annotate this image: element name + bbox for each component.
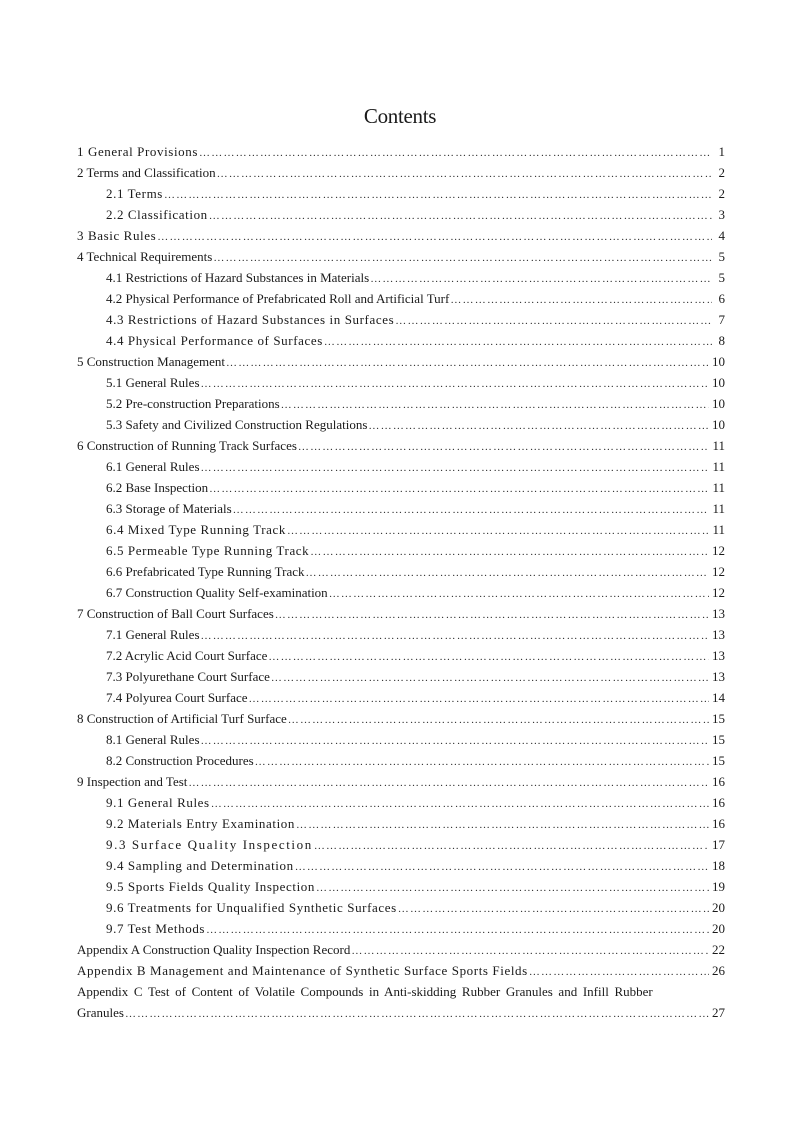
dot-leader bbox=[164, 185, 712, 204]
dot-leader bbox=[324, 332, 712, 351]
toc-entry-label: Appendix C Test of Content of Volatile Compounds in Anti-skidding Rubber Granules and Infill Rubber bbox=[77, 984, 653, 999]
toc-entry-label: 5 Construction Management bbox=[77, 354, 226, 369]
dot-leader bbox=[249, 689, 709, 708]
dot-leader bbox=[201, 731, 709, 750]
toc-entry-page: 16 bbox=[712, 816, 725, 831]
toc-entry-page: 11 bbox=[712, 522, 725, 537]
toc-entry-label: 5.3 Safety and Civilized Construction Regulations bbox=[106, 417, 368, 432]
dot-leader bbox=[233, 500, 710, 519]
toc-entry[interactable] bbox=[77, 141, 725, 162]
toc-entry-page: 15 bbox=[712, 753, 725, 768]
toc-subentry[interactable] bbox=[77, 540, 725, 561]
toc-entry-page: 16 bbox=[712, 795, 725, 810]
toc-entry-label: 6.4 Mixed Type Running Track bbox=[106, 522, 286, 537]
toc-entry-label: 6.3 Storage of Materials bbox=[106, 501, 232, 516]
toc-entry-page: 11 bbox=[712, 438, 725, 453]
toc-entry-label: 9.2 Materials Entry Examination bbox=[106, 816, 296, 831]
dot-leader bbox=[125, 1004, 709, 1023]
toc-entry-page: 2 bbox=[718, 165, 725, 180]
toc-subentry[interactable] bbox=[77, 477, 725, 498]
toc-entry-page: 11 bbox=[712, 501, 725, 516]
toc-entry-page: 13 bbox=[712, 648, 725, 663]
dot-leader bbox=[199, 143, 712, 162]
toc-entry[interactable] bbox=[77, 162, 725, 183]
toc-subentry[interactable] bbox=[77, 393, 725, 414]
page-title: Contents bbox=[363, 104, 437, 128]
toc-entry-label: 9.1 General Rules bbox=[106, 795, 210, 810]
dot-leader bbox=[295, 857, 709, 876]
toc-entry[interactable] bbox=[77, 225, 725, 246]
toc-entry-label: 9.5 Sports Fields Quality Inspection bbox=[106, 879, 316, 894]
toc-entry-label: 4.3 Restrictions of Hazard Substances in Surfaces bbox=[106, 312, 395, 327]
toc-entry-label: 5.2 Pre-construction Preparations bbox=[106, 396, 280, 411]
toc-entry-label: 1 General Provisions bbox=[77, 144, 199, 159]
dot-leader bbox=[201, 458, 710, 477]
toc-entry-label: 9.3 Surface Quality Inspection bbox=[106, 837, 313, 852]
toc-entry-page: 18 bbox=[712, 858, 725, 873]
toc-entry-page: 3 bbox=[718, 207, 725, 222]
toc-entry-page: 20 bbox=[712, 921, 725, 936]
toc-entry-label: 7 Construction of Ball Court Surfaces bbox=[77, 606, 274, 621]
toc-entry-label: 7.4 Polyurea Court Surface bbox=[106, 690, 248, 705]
toc-entry-label: 9.6 Treatments for Unqualified Synthetic Surfaces bbox=[106, 900, 397, 915]
toc-entry-page: 6 bbox=[718, 291, 725, 306]
toc-subentry[interactable] bbox=[77, 498, 725, 519]
toc-subentry[interactable] bbox=[77, 330, 725, 351]
toc-subentry[interactable] bbox=[77, 582, 725, 603]
toc-subentry[interactable] bbox=[77, 897, 725, 918]
toc-entry[interactable] bbox=[77, 708, 725, 729]
toc-subentry[interactable] bbox=[77, 309, 725, 330]
toc-entry-page: 2 bbox=[718, 186, 725, 201]
toc-entry-label: 9.4 Sampling and Determination bbox=[106, 858, 294, 873]
toc-entry[interactable] bbox=[77, 771, 725, 792]
dot-leader bbox=[281, 395, 709, 414]
toc-entry-label: 2 Terms and Classification bbox=[77, 165, 216, 180]
toc-entry-page: 17 bbox=[712, 837, 725, 852]
toc-entry-page: 8 bbox=[718, 333, 725, 348]
dot-leader bbox=[298, 437, 710, 456]
toc-subentry[interactable] bbox=[77, 792, 725, 813]
toc-entry-label: 2.1 Terms bbox=[106, 186, 163, 201]
toc-subentry[interactable] bbox=[77, 519, 725, 540]
dot-leader bbox=[255, 752, 709, 771]
toc-subentry[interactable] bbox=[77, 666, 725, 687]
toc-subentry[interactable] bbox=[77, 414, 725, 435]
dot-leader bbox=[288, 710, 709, 729]
toc-entry-page: 1 bbox=[718, 144, 725, 159]
dot-leader bbox=[370, 269, 712, 288]
dot-leader bbox=[188, 773, 709, 792]
toc-entry-label: 4.4 Physical Performance of Surfaces bbox=[106, 333, 323, 348]
toc-subentry[interactable] bbox=[77, 372, 725, 393]
toc-subentry[interactable] bbox=[77, 267, 725, 288]
toc-entry-label: 5.1 General Rules bbox=[106, 375, 200, 390]
dot-leader bbox=[395, 311, 712, 330]
dot-leader bbox=[329, 584, 709, 603]
dot-leader bbox=[213, 248, 712, 267]
toc-entry-page: 20 bbox=[712, 900, 725, 915]
toc-entry-appendix-c-line2[interactable] bbox=[77, 1002, 725, 1023]
toc-entry[interactable] bbox=[77, 246, 725, 267]
toc-entry-page: 15 bbox=[712, 732, 725, 747]
toc-entry-label: 6.2 Base Inspection bbox=[106, 480, 209, 495]
toc-entry-appendix-c-line1[interactable] bbox=[77, 981, 725, 1002]
dot-leader bbox=[211, 794, 709, 813]
toc-entry-page: 13 bbox=[712, 627, 725, 642]
toc-entry-page: 11 bbox=[712, 459, 725, 474]
dot-leader bbox=[275, 605, 709, 624]
toc-subentry[interactable] bbox=[77, 288, 725, 309]
toc-entry-label: 6.6 Prefabricated Type Running Track bbox=[106, 564, 305, 579]
toc-subentry[interactable] bbox=[77, 204, 725, 225]
toc-entry-page: 4 bbox=[718, 228, 725, 243]
toc-entry-label: 7.2 Acrylic Acid Court Surface bbox=[106, 648, 268, 663]
dot-leader bbox=[314, 836, 709, 855]
toc-subentry[interactable] bbox=[77, 876, 725, 897]
toc-entry-page: 13 bbox=[712, 606, 725, 621]
toc-entry-page: 13 bbox=[712, 669, 725, 684]
toc-entry[interactable] bbox=[77, 960, 725, 981]
toc-entry-label: 6.5 Permeable Type Running Track bbox=[106, 543, 310, 558]
dot-leader bbox=[157, 227, 712, 246]
dot-leader bbox=[296, 815, 709, 834]
toc-subentry[interactable] bbox=[77, 918, 725, 939]
toc-entry-page: 7 bbox=[718, 312, 725, 327]
toc-subentry[interactable] bbox=[77, 624, 725, 645]
toc-entry-label: 6.1 General Rules bbox=[106, 459, 200, 474]
toc-subentry[interactable] bbox=[77, 183, 725, 204]
toc-entry-page: 26 bbox=[712, 963, 725, 978]
toc-entry-page: 11 bbox=[712, 480, 725, 495]
toc-entry-page: 10 bbox=[712, 417, 725, 432]
dot-leader bbox=[226, 353, 709, 372]
dot-leader bbox=[529, 962, 709, 981]
dot-leader bbox=[201, 626, 709, 645]
table-of-contents bbox=[77, 141, 725, 1023]
toc-entry-page: 12 bbox=[712, 564, 725, 579]
dot-leader bbox=[287, 521, 710, 540]
toc-entry-label: 8 Construction of Artificial Turf Surface bbox=[77, 711, 287, 726]
dot-leader bbox=[310, 542, 709, 561]
toc-entry[interactable] bbox=[77, 435, 725, 456]
toc-entry-label: Appendix A Construction Quality Inspection Record bbox=[77, 942, 351, 957]
toc-entry[interactable] bbox=[77, 351, 725, 372]
toc-entry-page: 19 bbox=[712, 879, 725, 894]
toc-entry-page: 12 bbox=[712, 585, 725, 600]
dot-leader bbox=[306, 563, 709, 582]
toc-entry[interactable] bbox=[77, 603, 725, 624]
toc-entry[interactable] bbox=[77, 939, 725, 960]
toc-entry-label: 9 Inspection and Test bbox=[77, 774, 188, 789]
toc-subentry[interactable] bbox=[77, 834, 725, 855]
toc-entry-page: 15 bbox=[712, 711, 725, 726]
dot-leader bbox=[450, 290, 712, 309]
toc-entry-label: Granules bbox=[77, 1005, 124, 1020]
toc-entry-label: 2.2 Classification bbox=[106, 207, 208, 222]
toc-entry-page: 12 bbox=[712, 543, 725, 558]
toc-entry-label: Appendix B Management and Maintenance of Synthetic Surface Sports Fields bbox=[77, 963, 528, 978]
toc-subentry[interactable] bbox=[77, 855, 725, 876]
dot-leader bbox=[268, 647, 709, 666]
dot-leader bbox=[368, 416, 709, 435]
toc-subentry[interactable] bbox=[77, 729, 725, 750]
toc-entry-page: 22 bbox=[712, 942, 725, 957]
dot-leader bbox=[217, 164, 712, 183]
toc-entry-page: 14 bbox=[712, 690, 725, 705]
dot-leader bbox=[271, 668, 709, 687]
toc-entry-label: 6.7 Construction Quality Self-examination bbox=[106, 585, 328, 600]
dot-leader bbox=[398, 899, 709, 918]
toc-entry-page: 5 bbox=[718, 270, 725, 285]
toc-subentry[interactable] bbox=[77, 687, 725, 708]
toc-entry-label: 8.1 General Rules bbox=[106, 732, 200, 747]
toc-entry-page: 27 bbox=[712, 1005, 725, 1020]
toc-subentry[interactable] bbox=[77, 456, 725, 477]
toc-subentry[interactable] bbox=[77, 813, 725, 834]
toc-entry-label: 8.2 Construction Procedures bbox=[106, 753, 254, 768]
toc-entry-label: 7.3 Polyurethane Court Surface bbox=[106, 669, 270, 684]
toc-entry-page: 16 bbox=[712, 774, 725, 789]
toc-entry-label: 3 Basic Rules bbox=[77, 228, 157, 243]
dot-leader bbox=[351, 941, 709, 960]
toc-entry-label: 4.1 Restrictions of Hazard Substances in Materials bbox=[106, 270, 370, 285]
toc-entry-label: 6 Construction of Running Track Surfaces bbox=[77, 438, 297, 453]
dot-leader bbox=[201, 374, 709, 393]
toc-entry-page: 10 bbox=[712, 375, 725, 390]
dot-leader bbox=[209, 479, 709, 498]
toc-entry-label: 4 Technical Requirements bbox=[77, 249, 213, 264]
dot-leader bbox=[206, 920, 709, 939]
toc-entry-page: 5 bbox=[718, 249, 725, 264]
toc-entry-page: 10 bbox=[712, 354, 725, 369]
toc-entry-page: 10 bbox=[712, 396, 725, 411]
toc-subentry[interactable] bbox=[77, 561, 725, 582]
toc-subentry[interactable] bbox=[77, 750, 725, 771]
dot-leader bbox=[316, 878, 709, 897]
dot-leader bbox=[209, 206, 712, 225]
toc-entry-label: 9.7 Test Methods bbox=[106, 921, 206, 936]
toc-subentry[interactable] bbox=[77, 645, 725, 666]
toc-entry-label: 7.1 General Rules bbox=[106, 627, 200, 642]
toc-entry-label: 4.2 Physical Performance of Prefabricated Roll and Artificial Turf bbox=[106, 291, 450, 306]
